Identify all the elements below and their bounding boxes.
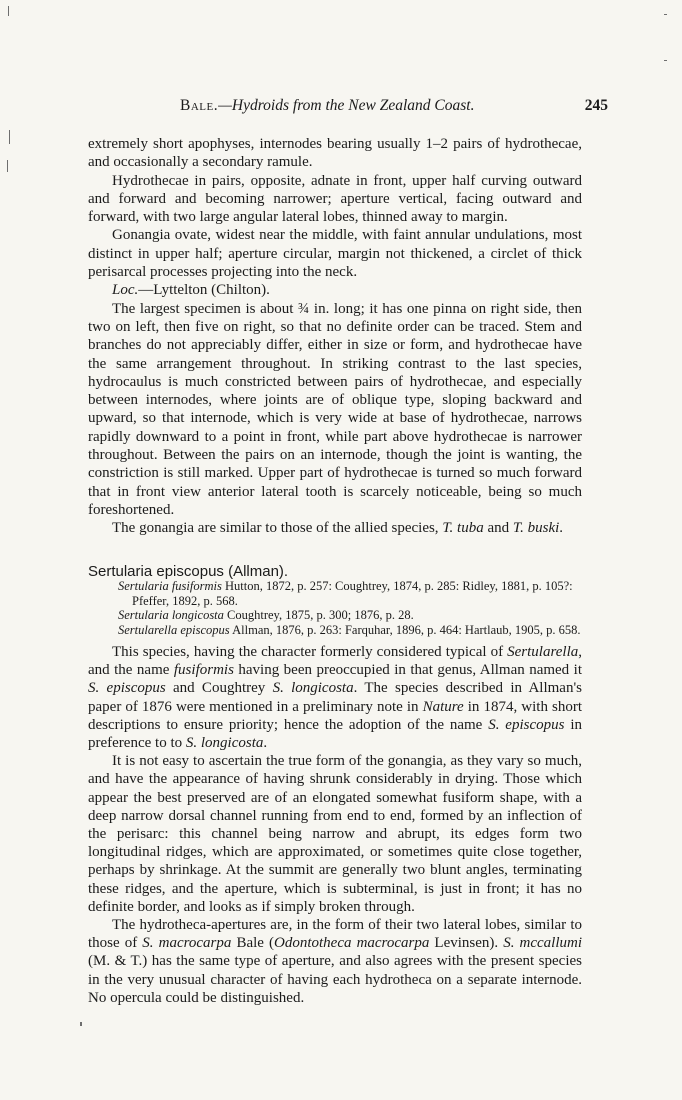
paragraph: Hydrothecae in pairs, opposite, adnate in front, upper half curving outward and forward and becoming narrower; aperture vertical, facing outward and forward, with two large angular lateral lobes, thinned away to margin. <box>88 172 582 226</box>
scan-speck <box>8 6 9 16</box>
scan-speck <box>664 60 667 61</box>
page-number: 245 <box>584 97 608 114</box>
species-name: T. buski <box>512 520 560 537</box>
paragraph <box>88 300 582 520</box>
synonym-ref: Allman, 1876, p. 263: Farquhar, 1896, p. 464: Hartlaub, 1905, p. 658. <box>229 622 581 637</box>
text-run: and Coughtrey <box>165 680 273 697</box>
text-run: , and the name <box>88 644 582 679</box>
paragraph <box>88 643 582 752</box>
synonym-name: Sertularella episcopus <box>118 622 230 637</box>
synonym-entry <box>118 623 584 638</box>
scan-speck <box>80 1022 82 1026</box>
text-run: . The species described in Allman's paper of 1876 were mentioned in a preliminary note in <box>88 680 583 715</box>
running-title <box>180 97 474 115</box>
species-name: T. tuba <box>442 520 484 537</box>
fraction: ¾ <box>298 300 310 317</box>
synonym-name: Sertularia longicosta <box>118 608 224 623</box>
paragraph <box>88 916 582 1007</box>
text-run: . <box>559 520 564 537</box>
taxon-name: S. longicosta <box>272 680 354 697</box>
taxon-name: Odontotheca macrocarpa <box>274 935 430 952</box>
synonym-ref: Hutton, 1872, p. 257: Coughtrey, 1874, p. 285: Ridley, 1881, p. 105?: Pfeffer, 1892, p. 568. <box>132 579 573 608</box>
text-run: and <box>483 520 513 537</box>
text-run: in 1874, with short descriptions to ensure priority; hence the adoption of the name <box>88 698 582 733</box>
taxon-name: S. macrocarpa <box>142 935 232 952</box>
paragraph: extremely short apophyses, internodes bearing usually 1–2 pairs of hydrothecae, and occasionally a secondary ramule. <box>88 136 582 171</box>
taxon-name: fusiformis <box>173 662 234 679</box>
text-run: having been preoccupied in that genus, Allman named it <box>233 662 582 679</box>
section-heading: Sertularia episcopus (Allman). <box>88 563 289 580</box>
text-run: in. long; it has one pinna on right side, then two on left, then five on right, so that no definite order can be traced. Stem and branches do not appreciably differ, either in size or form, and hydrothecae have the same arrangement throughout. In striking contrast to the last species, hydrocaulus is much constricted between pairs of hydrothecae, and especially between internodes, where joints are of oblique type, sloping backward and upward, so that internode, which is very wide at base of hydrothecae, narrows rapidly downward to a point in front, while part above hydrothecae is narrower throughout. Between the pairs on an internode, though the joint is wanting, the constriction is still marked. Upper part of hydrothecae is turned so much forward that in front view anterior lateral tooth is scarcely noticeable, being so much foreshortened. <box>88 300 582 518</box>
text-run: The largest specimen is about <box>112 300 299 317</box>
synonym-entry <box>118 608 584 623</box>
locality-label: Loc. <box>112 282 139 299</box>
paragraph <box>88 519 582 537</box>
locality <box>88 281 582 299</box>
paper-title: —Hydroids from the New Zealand Coast. <box>218 97 475 114</box>
synonym-entry <box>118 579 584 608</box>
taxon-name: Sertularella <box>507 644 579 660</box>
intro-text <box>88 135 582 538</box>
paragraph: Gonangia ovate, widest near the middle, with faint annular undulations, most distinct in upper half; aperture circular, margin not thickened, a circlet of thick perisarcal processes projecting into the neck. <box>88 227 582 281</box>
taxon-name: S. mccallumi <box>503 935 583 952</box>
locality-text: —Lyttelton (Chilton). <box>138 282 270 299</box>
main-text <box>88 643 582 1007</box>
text-run: (M. & T.) has the same type of aperture, and also agrees with the present species in the very unusual character of having each hydrotheca on a separate internode. No opercula could be distinguished. <box>88 953 582 1006</box>
scan-speck <box>664 14 667 15</box>
text-run: Levinsen). <box>429 935 504 952</box>
synonymy-list <box>118 579 584 637</box>
taxon-name: S. episcopus <box>88 680 166 697</box>
text-run: This species, having the character formerly considered typical of <box>112 644 508 660</box>
taxon-name: S. longicosta <box>185 735 264 752</box>
taxon-name: S. episcopus <box>488 716 565 733</box>
text-run: Bale ( <box>231 935 275 952</box>
scan-speck <box>7 160 8 172</box>
synonym-ref: Coughtrey, 1875, p. 300; 1876, p. 28. <box>223 608 414 623</box>
text-run: . <box>263 735 268 752</box>
author-name: Bale. <box>180 97 219 114</box>
scan-speck <box>9 130 10 144</box>
text-run: in preference to to <box>88 716 582 752</box>
text-run: The hydrotheca-apertures are, in the form of their two lateral lobes, similar to those of <box>88 917 582 952</box>
synonym-name: Sertularia fusiformis <box>118 579 222 593</box>
journal-name: Nature <box>422 698 464 715</box>
text-run: The gonangia are similar to those of the allied species, <box>112 520 443 537</box>
paragraph: It is not easy to ascertain the true form of the gonangia, as they vary so much, and have the appearance of having shrunk considerably in drying. Those which appear the best preserved are of an elongated somewhat fusiform shape, with a deep narrow dorsal channel running from end to end, formed by an inflection of the perisarc: this channel being narrow and abrupt, its edges form two longitudinal ridges, which are approximated, or sometimes quite close together, perhaps by shrinkage. At the summit are generally two blunt angles, terminating these ridges, and the aperture, which is subterminal, is just in front; it has no definite border, and looks as if simply broken through. <box>88 753 582 915</box>
